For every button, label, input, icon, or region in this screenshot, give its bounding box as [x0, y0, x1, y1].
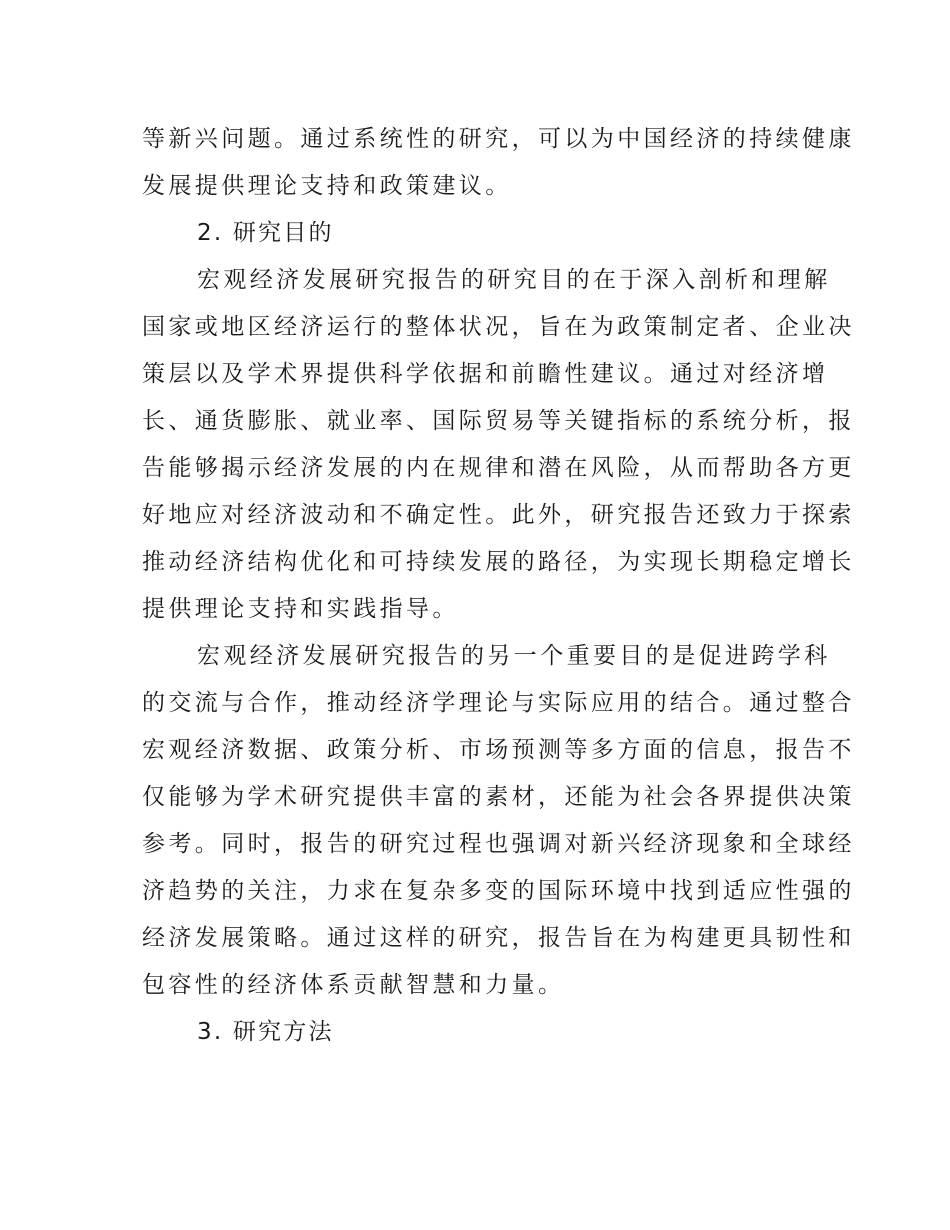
paragraph-intro-end — [142, 116, 855, 210]
text-line: 宏观经济发展研究报告的研究目的在于深入剖析和理解 — [197, 267, 831, 293]
section-heading-research-methods: 3. 研究方法 — [197, 1019, 334, 1045]
text-line: 参考。同时，报告的研究过程也强调对新兴经济现象和全球经 — [142, 831, 855, 857]
text-line: 的交流与合作，推动经济学理论与实际应用的结合。通过整合 — [142, 690, 855, 716]
text-line: 长、通货膨胀、就业率、国际贸易等关键指标的系统分析，报 — [142, 408, 855, 434]
text-line: 宏观经济数据、政策分析、市场预测等多方面的信息，报告不 — [142, 737, 855, 763]
paragraph-purpose-1 — [142, 257, 855, 633]
text-line: 发展提供理论支持和政策建议。 — [142, 173, 512, 199]
paragraph-purpose-2 — [142, 633, 855, 1009]
text-line: 推动经济结构优化和可持续发展的路径，为实现长期稳定增长 — [142, 549, 855, 575]
text-line: 宏观经济发展研究报告的另一个重要目的是促进跨学科 — [197, 643, 831, 669]
text-line: 等新兴问题。通过系统性的研究，可以为中国经济的持续健康 — [142, 126, 855, 152]
text-line: 好地应对经济波动和不确定性。此外，研究报告还致力于探索 — [142, 502, 855, 528]
text-line: 告能够揭示经济发展的内在规律和潜在风险，从而帮助各方更 — [142, 455, 855, 481]
text-line: 国家或地区经济运行的整体状况，旨在为政策制定者、企业决 — [142, 314, 855, 340]
text-line: 包容性的经济体系贡献智慧和力量。 — [142, 972, 565, 998]
text-line: 提供理论支持和实践指导。 — [142, 596, 459, 622]
text-line: 济趋势的关注，力求在复杂多变的国际环境中找到适应性强的 — [142, 878, 855, 904]
document-body — [142, 116, 855, 1056]
text-line: 仅能够为学术研究提供丰富的素材，还能为社会各界提供决策 — [142, 784, 855, 810]
text-line: 经济发展策略。通过这样的研究，报告旨在为构建更具韧性和 — [142, 925, 855, 951]
section-heading-research-purpose: 2. 研究目的 — [197, 220, 334, 246]
text-line: 策层以及学术界提供科学依据和前瞻性建议。通过对经济增 — [142, 361, 829, 387]
